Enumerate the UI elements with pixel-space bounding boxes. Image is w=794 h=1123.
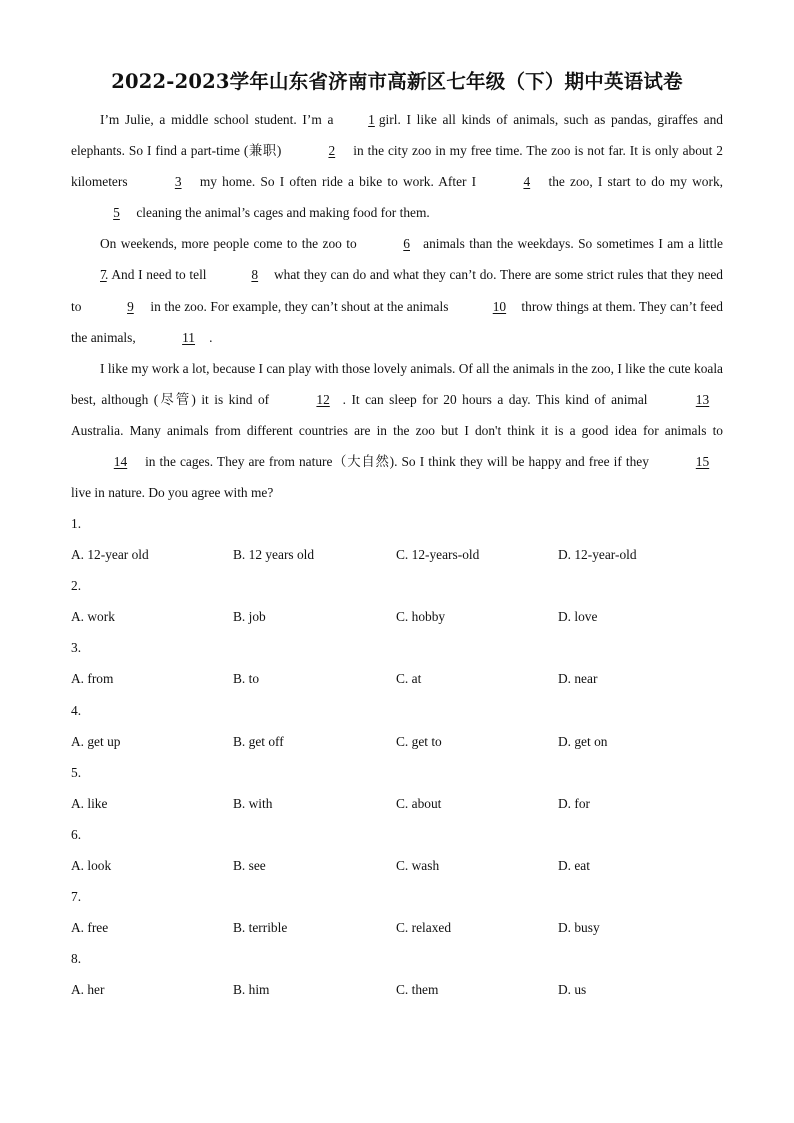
- question-1: [71, 508, 723, 570]
- passage-text: Australia. Many animals from different countries are in the zoo but I don't think it is a good idea for animals to: [71, 422, 723, 438]
- option-a: A. 12-year old: [71, 547, 149, 563]
- option-c: C. wash: [396, 858, 440, 874]
- blank-7: 7: [100, 267, 107, 283]
- passage-text: animals than the weekdays. So sometimes I am a little: [423, 236, 723, 252]
- passage-text: my home. So I often ride a bike to work. After I: [194, 174, 482, 190]
- passage-text: . And I need to tell: [105, 267, 211, 283]
- question-8: [71, 943, 723, 1005]
- option-c: C. about: [396, 795, 442, 811]
- passage-text: live in nature. Do you agree with me?: [71, 485, 274, 501]
- blank-14: 14: [113, 454, 128, 470]
- blank-2: 2: [328, 143, 336, 159]
- option-d: D. for: [558, 795, 590, 811]
- option-b: B. get off: [233, 733, 284, 749]
- blank-6: 6: [403, 236, 410, 252]
- passage-text: . It can sleep for 20 hours a day. This kind of animal: [342, 391, 653, 407]
- question-number: 1.: [71, 516, 82, 531]
- blank-3: 3: [174, 174, 182, 190]
- question-number: 5.: [71, 764, 82, 780]
- option-d: D. eat: [558, 858, 590, 874]
- blank-9: 9: [127, 298, 134, 314]
- cloze-passage: [71, 104, 723, 508]
- question-number: 3.: [71, 640, 82, 656]
- passage-text: in the zoo. For example, they can’t shout at the animals: [146, 298, 452, 314]
- passage-paragraph-1: [71, 104, 723, 228]
- blank-8: 8: [251, 267, 259, 283]
- question-7: [71, 881, 723, 943]
- blank-12: 12: [316, 391, 330, 407]
- option-d: D. 12-year-old: [558, 547, 637, 563]
- passage-text: girl. I like all kinds of animals, such as pandas, giraffes and elephants. So I find a part-time (兼职): [71, 112, 723, 159]
- option-b: B. job: [233, 609, 266, 625]
- passage-text: On weekends, more people come to the zoo to: [100, 236, 362, 252]
- option-b: B. him: [233, 982, 270, 998]
- option-b: B. with: [233, 795, 273, 811]
- option-a: A. her: [71, 982, 105, 998]
- option-a: A. look: [71, 858, 112, 874]
- option-d: D. busy: [558, 920, 600, 936]
- passage-paragraph-2: [71, 228, 723, 352]
- blank-4: 4: [523, 174, 531, 190]
- passage-text: in the city zoo in my free time. The zoo is not far. It is only about 2 kilometers: [71, 143, 723, 190]
- question-number: 2.: [71, 578, 82, 594]
- question-number: 6.: [71, 826, 82, 842]
- passage-text: in the cages. They are from nature（大自然). So I think they will be happy and free if they: [141, 454, 653, 470]
- option-b: B. 12 years old: [233, 547, 315, 563]
- option-c: C. them: [396, 982, 439, 998]
- passage-text: what they can do and what they can’t do. There are some strict rules that they need to: [71, 267, 724, 314]
- option-c: C. get to: [396, 733, 442, 749]
- option-a: A. free: [71, 920, 109, 936]
- question-6: [71, 819, 723, 881]
- option-b: B. terrible: [233, 920, 288, 936]
- question-2: [71, 570, 723, 632]
- option-a: A. from: [71, 671, 114, 687]
- option-d: D. love: [558, 609, 598, 625]
- option-c: C. at: [396, 671, 422, 687]
- passage-text: throw things at them. They can’t feed the animals,: [71, 298, 724, 345]
- passage-paragraph-3: [71, 353, 723, 508]
- question-3: [71, 632, 723, 694]
- option-b: B. to: [233, 671, 260, 687]
- passage-text: the zoo, I start to do my work,: [543, 174, 724, 190]
- passage-text: I like my work a lot, because I can play with those lovely animals. Of all the animals in the zoo, I like the cute koala best, although (尽管) it is kind of: [71, 360, 723, 407]
- option-d: D. us: [558, 982, 587, 998]
- passage-text: I’m Julie, a middle school student. I’m a: [100, 112, 340, 127]
- passage-text: .: [209, 329, 213, 345]
- option-c: C. 12-years-old: [396, 547, 480, 563]
- blank-1: 1: [368, 112, 375, 127]
- blank-10: 10: [492, 298, 507, 314]
- page-title: 2022-2023学年山东省济南市高新区七年级（下）期中英语试卷: [111, 70, 683, 93]
- option-d: D. near: [558, 671, 598, 687]
- blank-15: 15: [695, 454, 710, 470]
- option-a: A. get up: [71, 733, 121, 749]
- question-4: [71, 695, 723, 757]
- question-number: 8.: [71, 951, 82, 967]
- question-number: 4.: [71, 702, 82, 718]
- question-5: [71, 757, 723, 819]
- passage-text: cleaning the animal’s cages and making food for them.: [133, 205, 430, 221]
- option-a: A. like: [71, 795, 108, 811]
- blank-5: 5: [113, 205, 120, 221]
- option-d: D. get on: [558, 733, 608, 749]
- question-list: [71, 508, 723, 1006]
- option-b: B. see: [233, 858, 266, 874]
- blank-13: 13: [695, 391, 710, 407]
- option-c: C. hobby: [396, 609, 446, 625]
- option-a: A. work: [71, 609, 115, 625]
- blank-11: 11: [182, 329, 196, 345]
- question-number: 7.: [71, 889, 82, 905]
- option-c: C. relaxed: [396, 920, 452, 936]
